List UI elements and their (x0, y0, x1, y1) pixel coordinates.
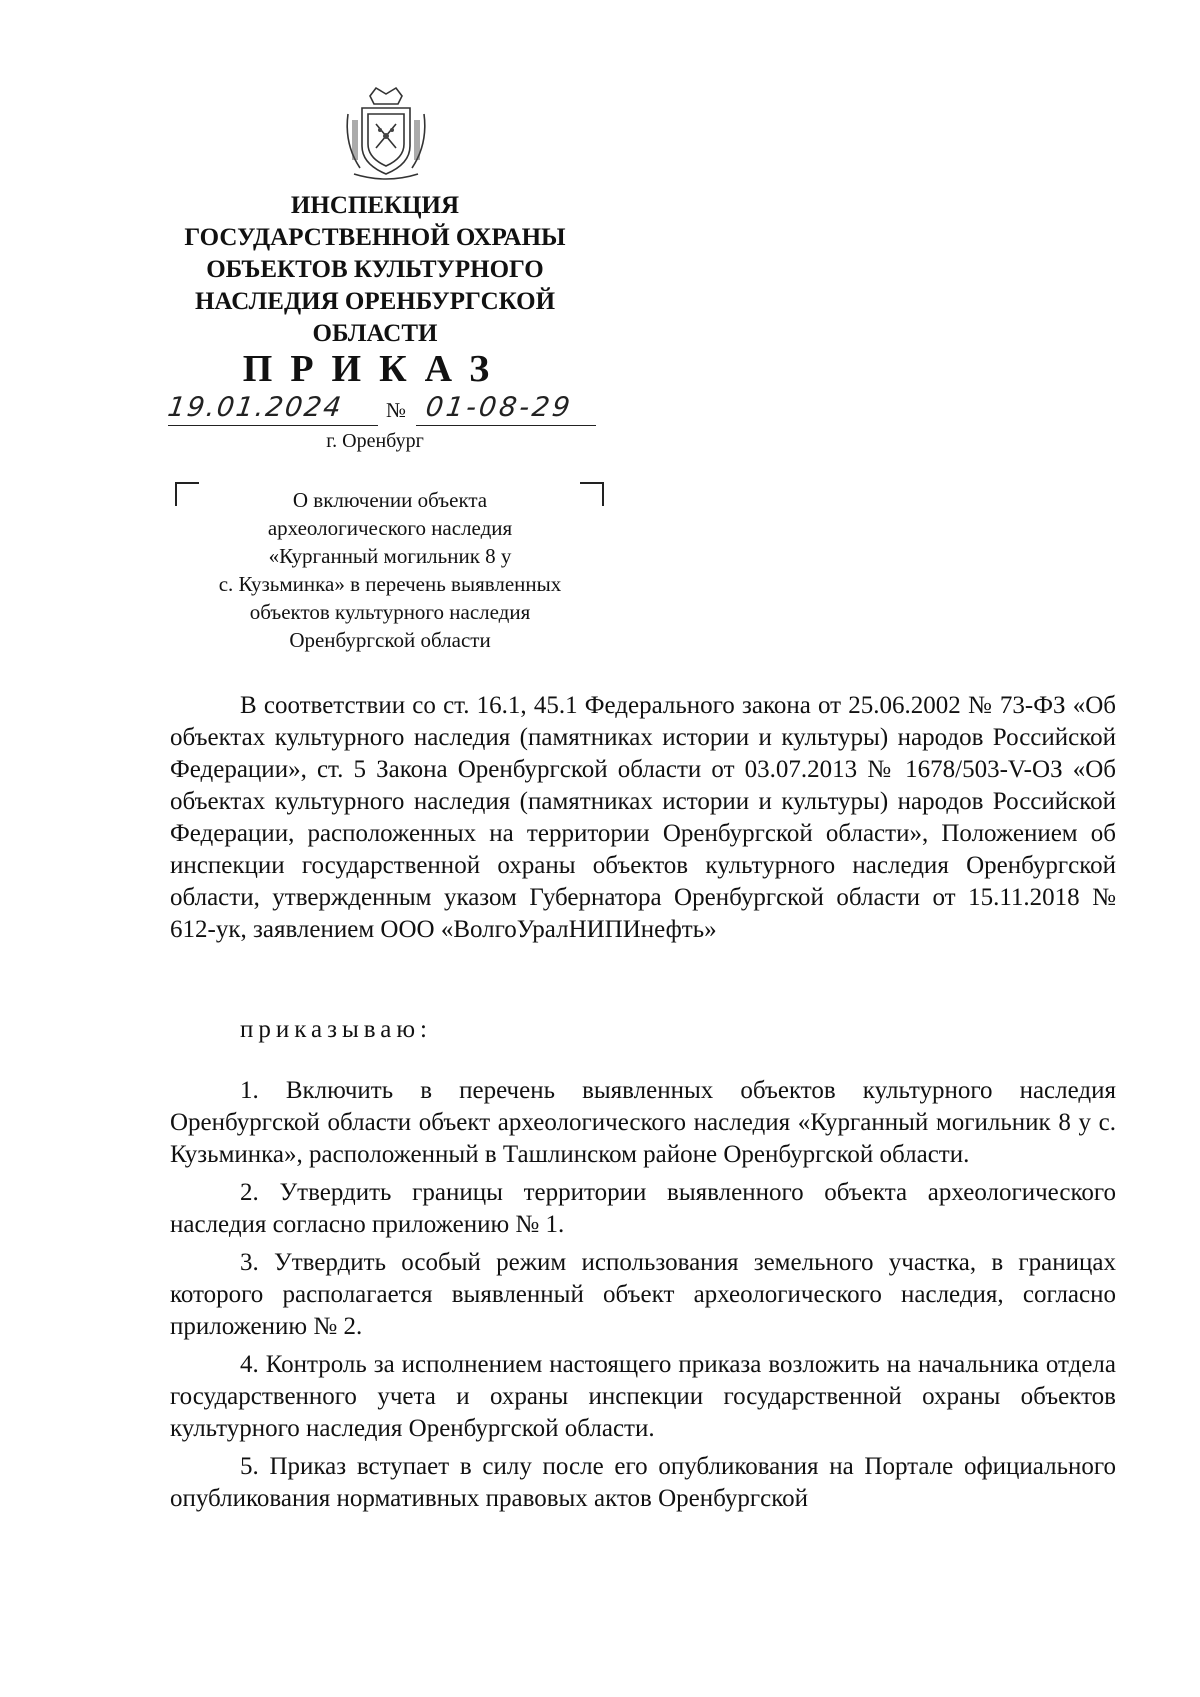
city: г. Оренбург (326, 430, 424, 452)
number-underline (416, 425, 596, 426)
org-line: ОБЛАСТИ (312, 320, 438, 347)
number-sign: № (386, 398, 407, 422)
org-line: ИНСПЕКЦИЯ (290, 192, 460, 219)
order-item: 1. Включить в перечень выявленных объектов культурного наследия Оренбургской области объект археологического наследия «Курганный могильник 8 у с. Кузьминка», расположенный в Ташлинском районе Оренбургской области. (170, 1077, 1116, 1168)
order-date-number-line (165, 392, 598, 432)
subject-line: археологического наследия (267, 516, 513, 540)
org-line: НАСЛЕДИЯ ОРЕНБУРГСКОЙ (194, 288, 556, 315)
subject-line: объектов культурного наследия (249, 600, 531, 624)
order-title: ПРИКАЗ (242, 348, 508, 390)
order-word: приказываю: (240, 1016, 432, 1043)
organization-name (150, 190, 600, 350)
order-item: 5. Приказ вступает в силу после его опубликования на Портале официального опубликования нормативных правовых актов Оренбургской (170, 1453, 1116, 1512)
order-item: 4. Контроль за исполнением настоящего приказа возложить на начальника отдела государственного учета и охраны инспекции государственной охраны объектов культурного наследия Оренбургской области. (170, 1351, 1116, 1442)
order-item: 2. Утвердить границы территории выявленного объекта археологического наследия согласно приложению № 1. (170, 1179, 1116, 1238)
preamble (170, 690, 1116, 946)
org-line: ГОСУДАРСТВЕННОЙ ОХРАНЫ (184, 224, 566, 251)
order-date: 19.01.2024 (165, 392, 345, 423)
subject-line: «Курганный могильник 8 у (268, 544, 512, 568)
order-items (170, 1075, 1116, 1521)
coat-of-arms-icon (340, 84, 432, 186)
order-number: 01-08-29 (423, 392, 575, 423)
org-line: ОБЪЕКТОВ КУЛЬТУРНОГО (206, 256, 544, 283)
order-subject (165, 486, 615, 654)
subject-line: О включении объекта (292, 488, 488, 512)
subject-line: Оренбургской области (289, 628, 491, 652)
subject-line: с. Кузьминка» в перечень выявленных (218, 572, 562, 596)
date-underline (168, 425, 378, 426)
order-item: 3. Утвердить особый режим использования земельного участка, в границах которого располагается выявленный объект археологического наследия, согласно приложению № 2. (170, 1249, 1116, 1340)
preamble-paragraph: В соответствии со ст. 16.1, 45.1 Федерального закона от 25.06.2002 № 73-ФЗ «Об объектах культурного наследия (памятниках истории и культуры) народов Российской Федерации», ст. 5 Закона Оренбургской области от 03.07.2013 № 1678/503-V-ОЗ «Об объектах культурного наследия (памятниках истории и культуры) народов Российской Федерации, расположенных на территории Оренбургской области», Положением об инспекции государственной охраны объектов культурного наследия Оренбургской области, утвержденным указом Губернатора Оренбургской области от 15.11.2018 № 612-ук, заявлением ООО «ВолгоУралНИПИнефть» (170, 692, 1116, 943)
